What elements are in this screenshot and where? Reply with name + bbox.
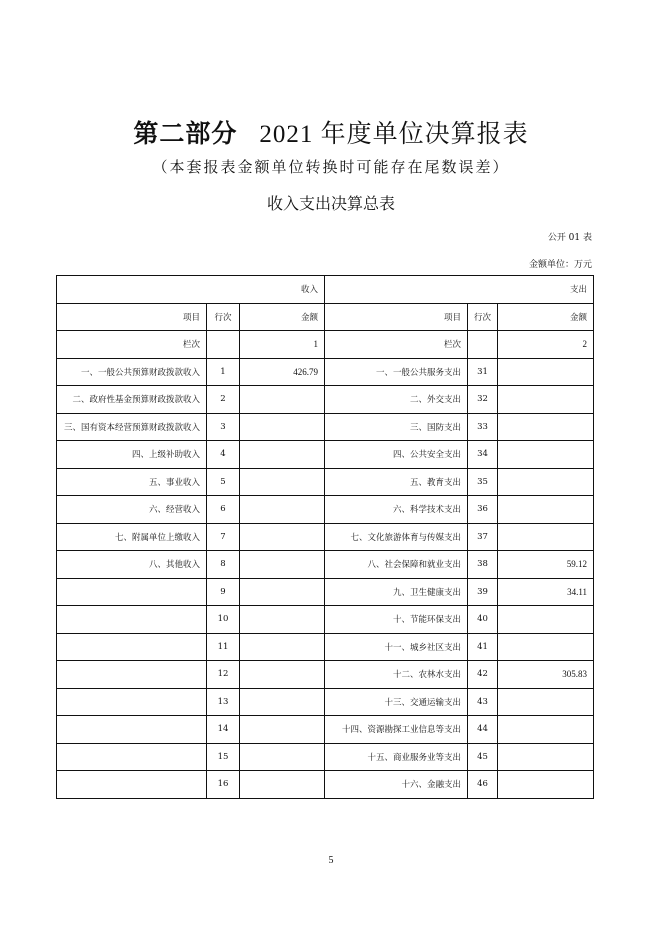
- income-amount: [240, 468, 325, 496]
- income-amount: [240, 633, 325, 661]
- income-line: 12: [207, 661, 240, 689]
- expense-item: 一、一般公共服务支出: [325, 358, 468, 386]
- income-item: [57, 688, 207, 716]
- expense-index-label: 栏次: [325, 331, 468, 359]
- table-title: 收入支出决算总表: [266, 194, 395, 213]
- expense-item: 十四、资源勘探工业信息等支出: [325, 716, 468, 744]
- expense-header: 支出: [325, 276, 594, 304]
- income-line: 15: [207, 743, 240, 771]
- expense-item: 十五、商业服务业等支出: [325, 743, 468, 771]
- expense-amount-header: 金额: [498, 303, 594, 331]
- expense-amount: [498, 606, 594, 634]
- expense-line: 33: [468, 413, 498, 441]
- expense-item: 六、科学技术支出: [325, 496, 468, 524]
- column-index-row: [57, 331, 594, 359]
- income-item: [57, 661, 207, 689]
- table-row: [57, 386, 594, 414]
- expense-amount: [498, 358, 594, 386]
- income-line: 7: [207, 523, 240, 551]
- expense-line: 41: [468, 633, 498, 661]
- table-row: [57, 743, 594, 771]
- table-row: [57, 606, 594, 634]
- income-amount: [240, 743, 325, 771]
- expense-item: 五、教育支出: [325, 468, 468, 496]
- table-row: [57, 468, 594, 496]
- income-item: [57, 716, 207, 744]
- expense-index-value: 2: [498, 331, 594, 359]
- expense-item: 八、社会保障和就业支出: [325, 551, 468, 579]
- expense-index-line: [468, 331, 498, 359]
- expense-line: 37: [468, 523, 498, 551]
- income-line: 3: [207, 413, 240, 441]
- income-item: [57, 578, 207, 606]
- expense-line: 32: [468, 386, 498, 414]
- section-header-row: [57, 276, 594, 304]
- expense-amount: [498, 523, 594, 551]
- income-expense-table: [56, 275, 594, 799]
- income-line: 9: [207, 578, 240, 606]
- expense-line: 34: [468, 441, 498, 469]
- income-amount: [240, 771, 325, 799]
- income-line: 10: [207, 606, 240, 634]
- page-title: [0, 114, 662, 150]
- income-item: 七、附属单位上缴收入: [57, 523, 207, 551]
- income-index-line: [207, 331, 240, 359]
- income-item: 五、事业收入: [57, 468, 207, 496]
- expense-amount: [498, 688, 594, 716]
- page-number: 5: [328, 855, 334, 866]
- income-line: 4: [207, 441, 240, 469]
- table-row: [57, 661, 594, 689]
- subtitle-note: （本套报表金额单位转换时可能存在尾数误差）: [152, 158, 510, 176]
- expense-amount: [498, 771, 594, 799]
- expense-item-header: 项目: [325, 303, 468, 331]
- expense-amount: [498, 633, 594, 661]
- table-row: [57, 771, 594, 799]
- income-line: 8: [207, 551, 240, 579]
- income-line: 1: [207, 358, 240, 386]
- expense-line: 35: [468, 468, 498, 496]
- expense-item: 二、外交支出: [325, 386, 468, 414]
- income-item: 三、国有资本经营预算财政拨款收入: [57, 413, 207, 441]
- part-label: 第二部分: [133, 119, 238, 148]
- income-amount: [240, 386, 325, 414]
- income-item: [57, 743, 207, 771]
- expense-item: 十一、城乡社区支出: [325, 633, 468, 661]
- income-amount: [240, 578, 325, 606]
- expense-amount: [498, 386, 594, 414]
- income-amount: 426.79: [240, 358, 325, 386]
- table-code: 公开 01 表: [547, 233, 592, 243]
- expense-line: 42: [468, 661, 498, 689]
- expense-amount: 34.11: [498, 578, 594, 606]
- income-line: 2: [207, 386, 240, 414]
- income-line: 16: [207, 771, 240, 799]
- expense-item: 七、文化旅游体育与传媒支出: [325, 523, 468, 551]
- expense-amount: [498, 716, 594, 744]
- income-item: [57, 771, 207, 799]
- expense-amount: [498, 496, 594, 524]
- income-line-header: 行次: [207, 303, 240, 331]
- expense-line: 36: [468, 496, 498, 524]
- income-amount: [240, 716, 325, 744]
- expense-line-header: 行次: [468, 303, 498, 331]
- income-line: 11: [207, 633, 240, 661]
- expense-amount: [498, 413, 594, 441]
- income-index-value: 1: [240, 331, 325, 359]
- table-row: [57, 716, 594, 744]
- expense-line: 44: [468, 716, 498, 744]
- expense-item: 三、国防支出: [325, 413, 468, 441]
- expense-item: 十三、交通运输支出: [325, 688, 468, 716]
- amount-unit: 金额单位：万元: [528, 260, 592, 270]
- table-row: [57, 358, 594, 386]
- income-line: 6: [207, 496, 240, 524]
- income-item: 六、经营收入: [57, 496, 207, 524]
- income-amount: [240, 606, 325, 634]
- table-row: [57, 413, 594, 441]
- expense-item: 十六、金融支出: [325, 771, 468, 799]
- income-amount: [240, 661, 325, 689]
- expense-amount: [498, 441, 594, 469]
- income-amount: [240, 441, 325, 469]
- expense-line: 46: [468, 771, 498, 799]
- expense-line: 40: [468, 606, 498, 634]
- expense-line: 43: [468, 688, 498, 716]
- column-header-row: [57, 303, 594, 331]
- income-line: 13: [207, 688, 240, 716]
- year-title: 2021 年度单位决算报表: [259, 121, 529, 148]
- income-index-label: 栏次: [57, 331, 207, 359]
- income-line: 14: [207, 716, 240, 744]
- income-amount: [240, 523, 325, 551]
- income-amount: [240, 413, 325, 441]
- table-row: [57, 441, 594, 469]
- expense-line: 31: [468, 358, 498, 386]
- expense-item: 四、公共安全支出: [325, 441, 468, 469]
- income-item: 一、一般公共预算财政拨款收入: [57, 358, 207, 386]
- expense-line: 38: [468, 551, 498, 579]
- income-item: [57, 606, 207, 634]
- expense-item: 九、卫生健康支出: [325, 578, 468, 606]
- table-row: [57, 633, 594, 661]
- expense-amount: [498, 468, 594, 496]
- table-row: [57, 578, 594, 606]
- income-header: 收入: [57, 276, 325, 304]
- income-line: 5: [207, 468, 240, 496]
- expense-line: 39: [468, 578, 498, 606]
- expense-amount: 305.83: [498, 661, 594, 689]
- expense-item: 十二、农林水支出: [325, 661, 468, 689]
- expense-amount: [498, 743, 594, 771]
- expense-line: 45: [468, 743, 498, 771]
- income-item-header: 项目: [57, 303, 207, 331]
- income-amount-header: 金额: [240, 303, 325, 331]
- income-amount: [240, 496, 325, 524]
- table-row: [57, 551, 594, 579]
- income-amount: [240, 551, 325, 579]
- income-amount: [240, 688, 325, 716]
- table-row: [57, 523, 594, 551]
- table-row: [57, 496, 594, 524]
- expense-amount: 59.12: [498, 551, 594, 579]
- income-item: 二、政府性基金预算财政拨款收入: [57, 386, 207, 414]
- income-item: 四、上级补助收入: [57, 441, 207, 469]
- income-item: [57, 633, 207, 661]
- expense-item: 十、节能环保支出: [325, 606, 468, 634]
- income-item: 八、其他收入: [57, 551, 207, 579]
- table-row: [57, 688, 594, 716]
